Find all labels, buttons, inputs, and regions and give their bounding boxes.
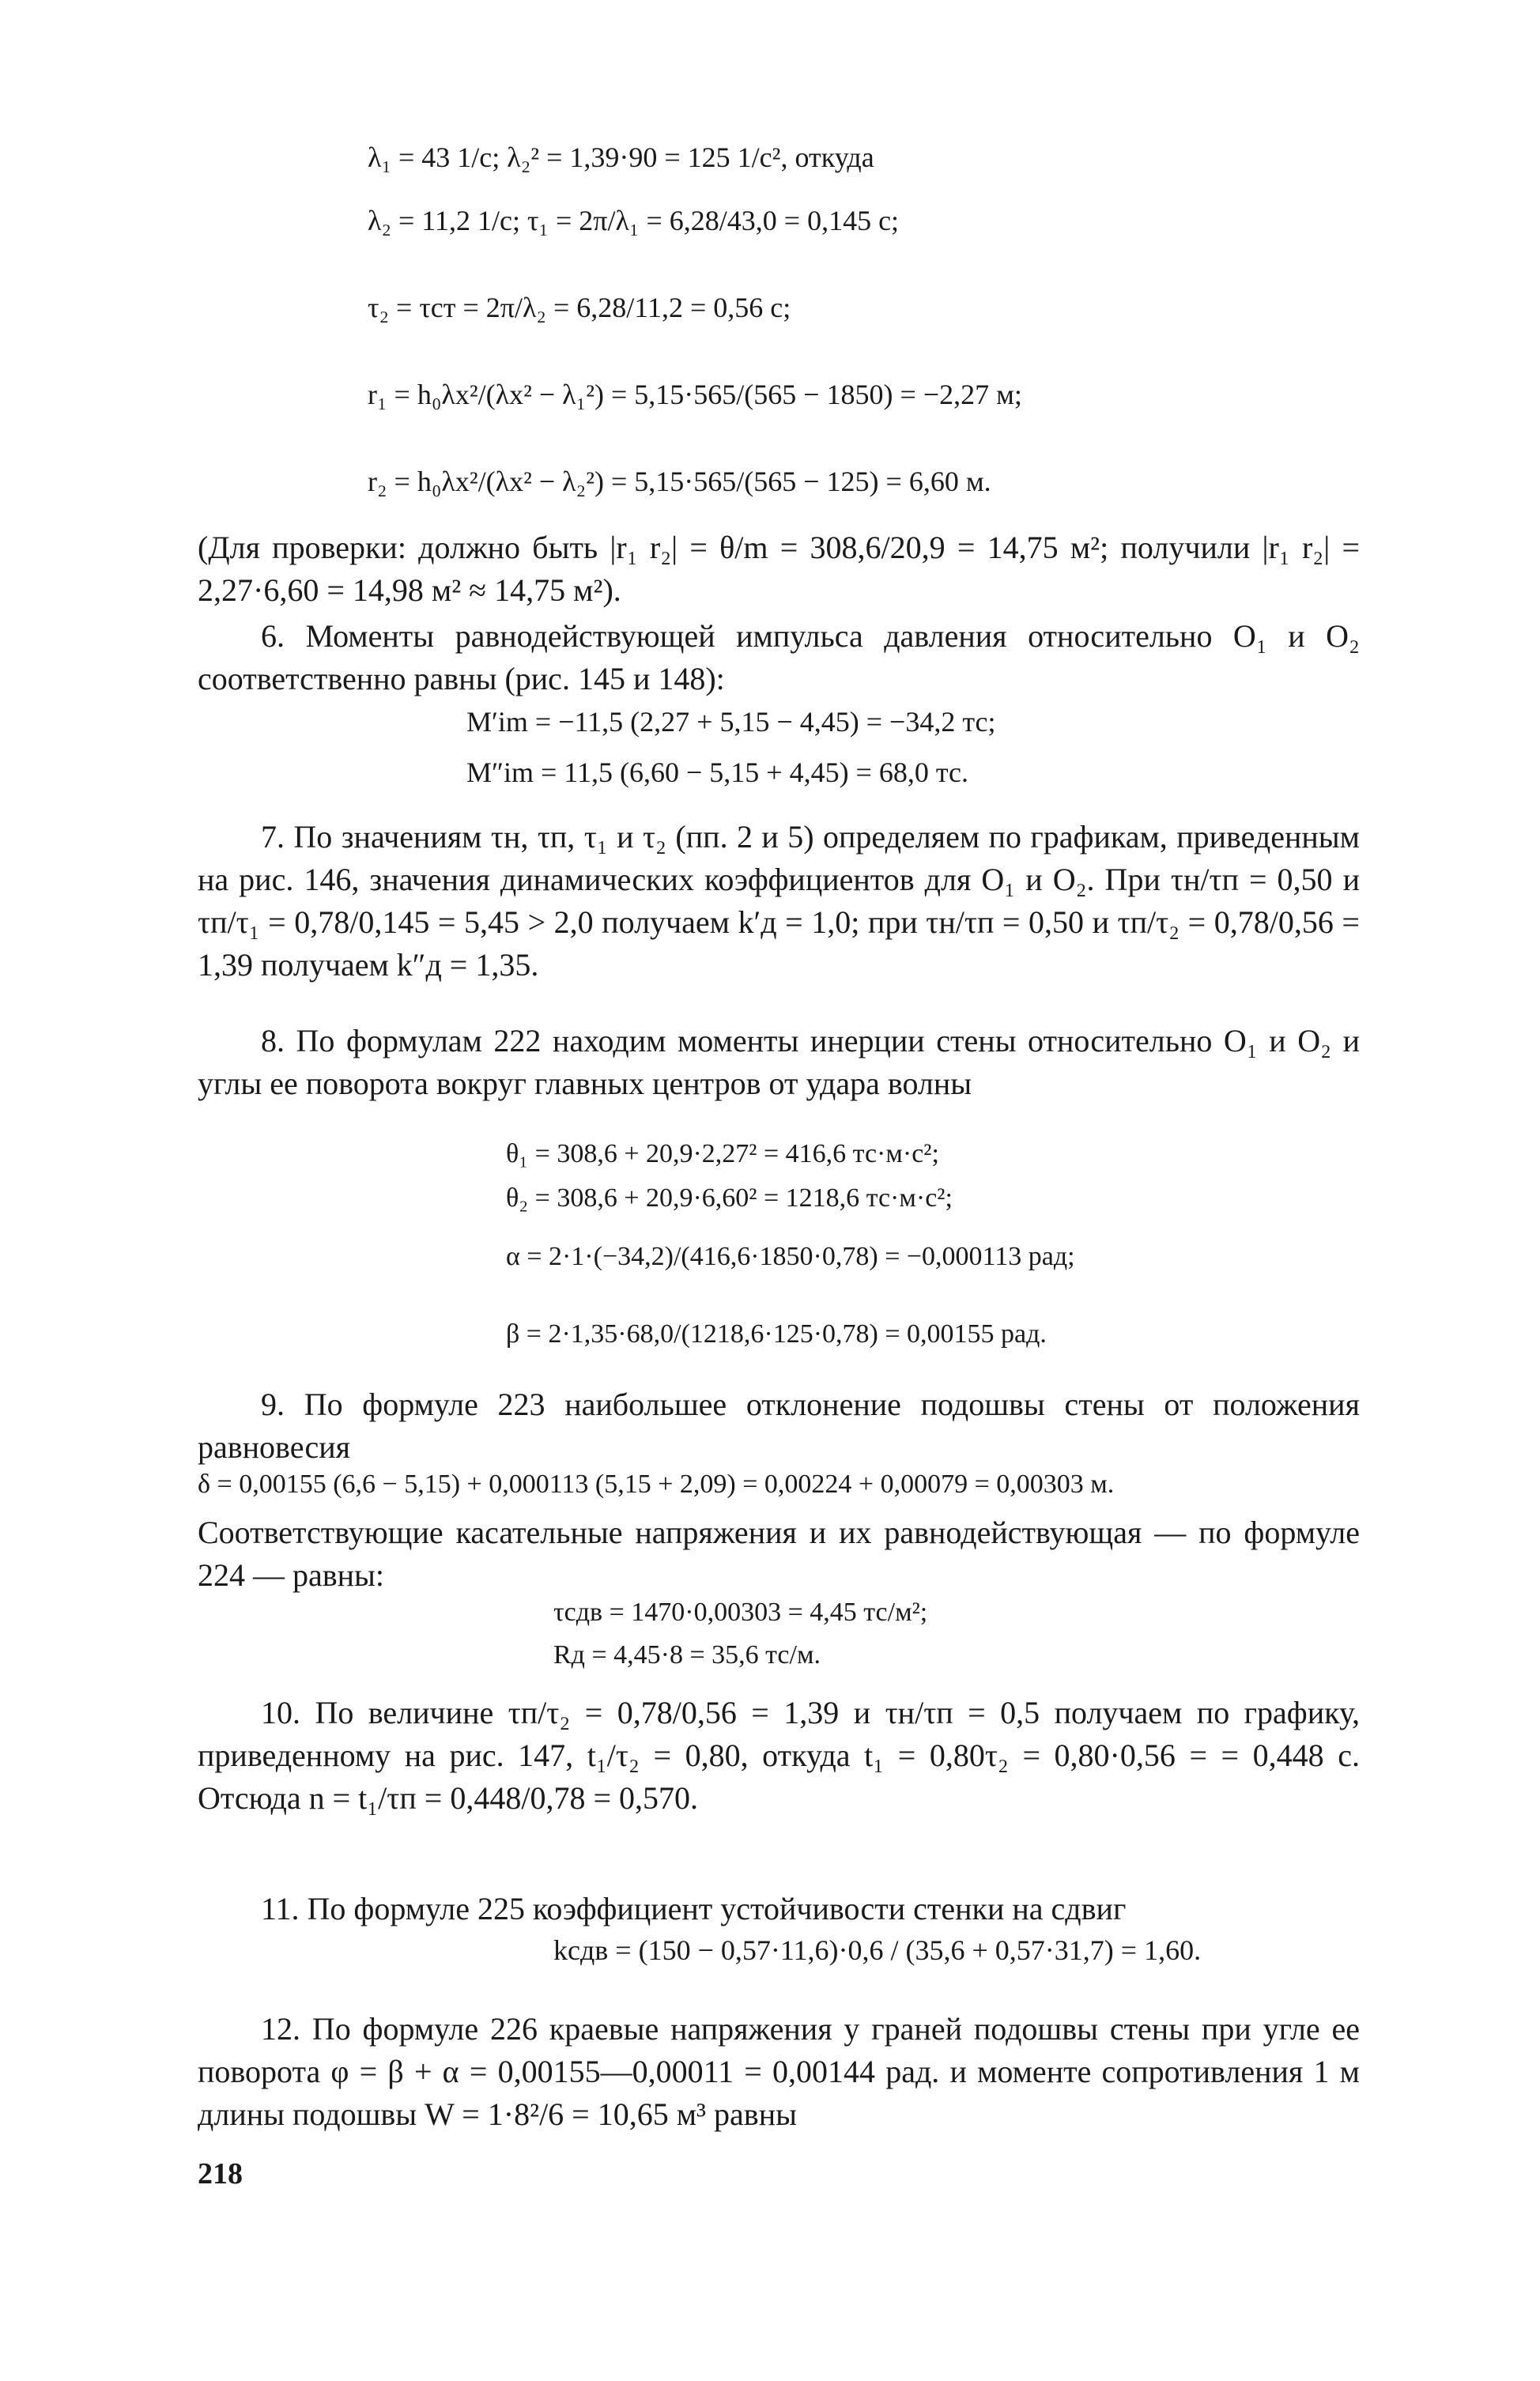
formula-k: kсдв = (150 − 0,57·11,6)·0,6 / (35,6 + 0,57·31,7) = 1,60. bbox=[553, 1934, 1202, 1966]
formula-delta: δ = 0,00155 (6,6 − 5,15) + 0,000113 (5,15 + 2,09) = 0,00224 + 0,00079 = 0,00303 м. bbox=[198, 1470, 1115, 1499]
paragraph-check: (Для проверки: должно быть |r₁ r₂| = θ/m = 308,6/20,9 = 14,75 м²; получили |r₁ r₂| = 2,27·6,60 = 14,98 м² ≈ 14,75 м²). bbox=[198, 530, 1360, 608]
formula-moment-1: M′im = −11,5 (2,27 + 5,15 − 4,45) = −34,2 тс; bbox=[466, 706, 996, 738]
formula-alpha: α = 2·1·(−34,2)/(416,6·1850·0,78) = −0,000113 рад; bbox=[506, 1242, 1075, 1271]
formula-theta1: θ₁ = 308,6 + 20,9·2,27² = 416,6 тс·м·с²; bbox=[506, 1139, 939, 1168]
formula-tau2: τ₂ = τст = 2π/λ₂ = 6,28/11,2 = 0,56 с; bbox=[368, 292, 791, 323]
formula-r1: r₁ = h₀λx²/(λx² − λ₁²) = 5,15·565/(565 − 1850) = −2,27 м; bbox=[368, 379, 1022, 410]
formula-theta2: θ₂ = 308,6 + 20,9·6,60² = 1218,6 тс·м·с²; bbox=[506, 1183, 953, 1213]
formula-tau1: λ₂ = 11,2 1/с; τ₁ = 2π/λ₁ = 6,28/43,0 = 0,145 с; bbox=[368, 205, 900, 236]
paragraph-12: 12. По формуле 226 краевые напряжения у граней подошвы стены при угле ее поворота φ = β + α = 0,00155—0,00011 = 0,00144 рад. и моменте сопротивления 1 м длины подошвы W = 1·8²/6 = 10,65 м³ равны bbox=[198, 2011, 1360, 2132]
formula-R: Rд = 4,45·8 = 35,6 тс/м. bbox=[553, 1640, 821, 1670]
paragraph-9b: Соответствующие касательные напряжения и их равнодействующая — по формуле 224 — равны: bbox=[198, 1515, 1360, 1593]
paragraph-10: 10. По величине τп/τ₂ = 0,78/0,56 = 1,39 и τн/τп = 0,5 получаем по графику, приведенному на рис. 147, t₁/τ₂ = 0,80, откуда t₁ = 0,80τ₂ = 0,80·0,56 = = 0,448 с. Отсюда n = t₁/τп = 0,448/0,78 = 0,570. bbox=[198, 1695, 1360, 1816]
formula-r2: r₂ = h₀λx²/(λx² − λ₂²) = 5,15·565/(565 − 125) = 6,60 м. bbox=[368, 466, 991, 497]
formula-moment-2: M″im = 11,5 (6,60 − 5,15 + 4,45) = 68,0 тс. bbox=[466, 757, 969, 788]
paragraph-9: 9. По формуле 223 наибольшее отклонение подошвы стены от положения равновесия bbox=[198, 1387, 1360, 1465]
paragraph-6: 6. Моменты равнодействующей импульса давления относительно O₁ и O₂ соответственно равны (рис. 145 и 148): bbox=[198, 618, 1360, 696]
paragraph-11: 11. По формуле 225 коэффициент устойчивости стенки на сдвиг bbox=[261, 1891, 1127, 1926]
paragraph-7: 7. По значениям τн, τп, τ₁ и τ₂ (пп. 2 и 5) определяем по графикам, приведенным на рис. 146, значения динамических коэффициентов для O₁ и O₂. При τн/τп = 0,50 и τп/τ₁ = 0,78/0,145 = 5,45 > 2,0 получаем k′д = 1,0; при τн/τп = 0,50 и τп/τ₂ = 0,78/0,56 = 1,39 получаем k″д = 1,35. bbox=[198, 819, 1360, 983]
formula-beta: β = 2·1,35·68,0/(1218,6·125·0,78) = 0,00155 рад. bbox=[506, 1319, 1047, 1349]
page-number: 218 bbox=[198, 2157, 243, 2190]
paragraph-8: 8. По формулам 222 находим моменты инерции стены относительно O₁ и O₂ и углы ее поворота вокруг главных центров от удара волны bbox=[198, 1023, 1360, 1101]
formula-tau-shear: τсдв = 1470·0,00303 = 4,45 тс/м²; bbox=[553, 1598, 928, 1627]
formula-lambda1: λ₁ = 43 1/с; λ₂² = 1,39·90 = 125 1/с², откуда bbox=[368, 142, 874, 173]
